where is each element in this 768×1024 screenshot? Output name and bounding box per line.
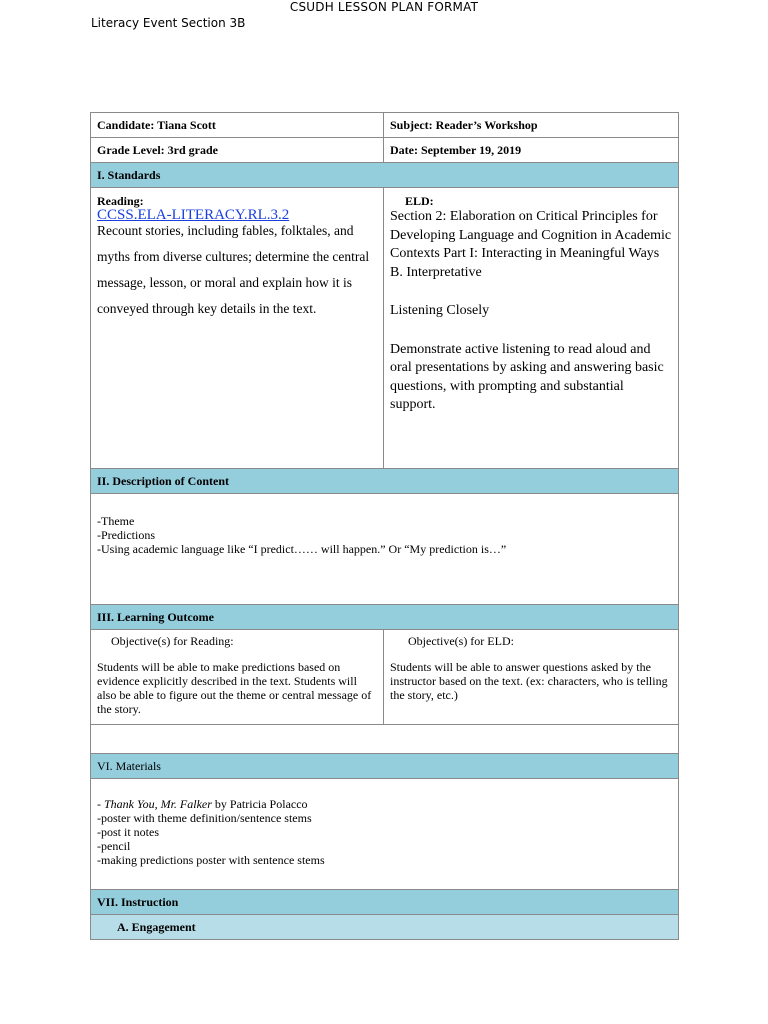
reading-objective-text: Students will be able to make predictions based on evidence explicitly described in the text. Students will also be able to figure out the theme or central message of the story. bbox=[97, 660, 372, 716]
content-line: -Using academic language like “I predict…… will happen.” Or “My prediction is…” bbox=[97, 542, 507, 556]
eld-label: ELD: bbox=[405, 194, 434, 208]
eld-objective-label: Objective(s) for ELD: bbox=[408, 634, 514, 648]
grade-row bbox=[91, 138, 679, 163]
eld-standard-cell bbox=[384, 188, 679, 469]
materials-line: -pencil bbox=[97, 839, 131, 853]
content-cell bbox=[91, 494, 679, 605]
eld-interpretative: B. Interpretative bbox=[390, 264, 482, 280]
materials-heading: VI. Materials bbox=[91, 754, 679, 779]
content-line: -Theme bbox=[97, 514, 135, 528]
eld-section-text: Section 2: Elaboration on Critical Principles for Developing Language and Cognition in Academic Contexts Part I: Interacting in Meaningful Ways bbox=[390, 209, 672, 261]
content-heading-row bbox=[91, 469, 679, 494]
reading-standard-text: Recount stories, including fables, folktales, and myths from diverse cultures; determine the central message, lesson, or moral and explain how it is conveyed through key details in the text. bbox=[97, 223, 370, 316]
materials-cell bbox=[91, 779, 679, 890]
candidate-cell: Candidate: Tiana Scott bbox=[91, 113, 384, 138]
empty-row bbox=[91, 725, 679, 754]
materials-book-line: - Thank You, Mr. Falker by Patricia Polacco bbox=[97, 797, 308, 811]
eld-demonstrate-text: Demonstrate active listening to read aloud and oral presentations by asking and answering basic questions, with prompting and substantial support. bbox=[390, 341, 664, 412]
book-title: Thank You, Mr. Falker bbox=[104, 797, 212, 811]
content-heading: II. Description of Content bbox=[91, 469, 679, 494]
book-author: by Patricia Polacco bbox=[211, 797, 308, 811]
lesson-plan-table bbox=[90, 112, 679, 940]
subject-cell: Subject: Reader’s Workshop bbox=[384, 113, 679, 138]
engagement-row bbox=[91, 915, 679, 940]
materials-line: -making predictions poster with sentence stems bbox=[97, 853, 325, 867]
standards-heading: I. Standards bbox=[91, 163, 679, 188]
content-row bbox=[91, 494, 679, 605]
ccss-standard-link[interactable]: CCSS.ELA-LITERACY.RL.3.2 bbox=[97, 207, 290, 223]
eld-listening: Listening Closely bbox=[390, 303, 490, 318]
standards-heading-row bbox=[91, 163, 679, 188]
outcome-heading: III. Learning Outcome bbox=[91, 605, 679, 630]
standards-row bbox=[91, 188, 679, 469]
document-title: CSUDH LESSON PLAN FORMAT bbox=[289, 0, 479, 14]
materials-row bbox=[91, 779, 679, 890]
instruction-heading-row bbox=[91, 890, 679, 915]
materials-line: -post it notes bbox=[97, 825, 159, 839]
reading-standard-cell bbox=[91, 188, 384, 469]
instruction-heading: VII. Instruction bbox=[91, 890, 679, 915]
document-subtitle: Literacy Event Section 3B bbox=[91, 16, 246, 30]
materials-line: -poster with theme definition/sentence stems bbox=[97, 811, 312, 825]
outcome-row bbox=[91, 630, 679, 725]
content-line: -Predictions bbox=[97, 528, 155, 542]
materials-heading-row bbox=[91, 754, 679, 779]
engagement-heading: A. Engagement bbox=[91, 915, 679, 940]
outcome-heading-row bbox=[91, 605, 679, 630]
eld-objective-cell bbox=[384, 630, 679, 725]
grade-cell: Grade Level: 3rd grade bbox=[91, 138, 384, 163]
empty-cell bbox=[91, 725, 679, 754]
reading-objective-cell bbox=[91, 630, 384, 725]
reading-label: Reading: bbox=[97, 194, 144, 208]
candidate-row bbox=[91, 113, 679, 138]
eld-objective-text: Students will be able to answer questions asked by the instructor based on the text. (ex: characters, who is telling the story, etc.) bbox=[390, 660, 668, 702]
reading-objective-label: Objective(s) for Reading: bbox=[111, 634, 234, 648]
date-cell: Date: September 19, 2019 bbox=[384, 138, 679, 163]
